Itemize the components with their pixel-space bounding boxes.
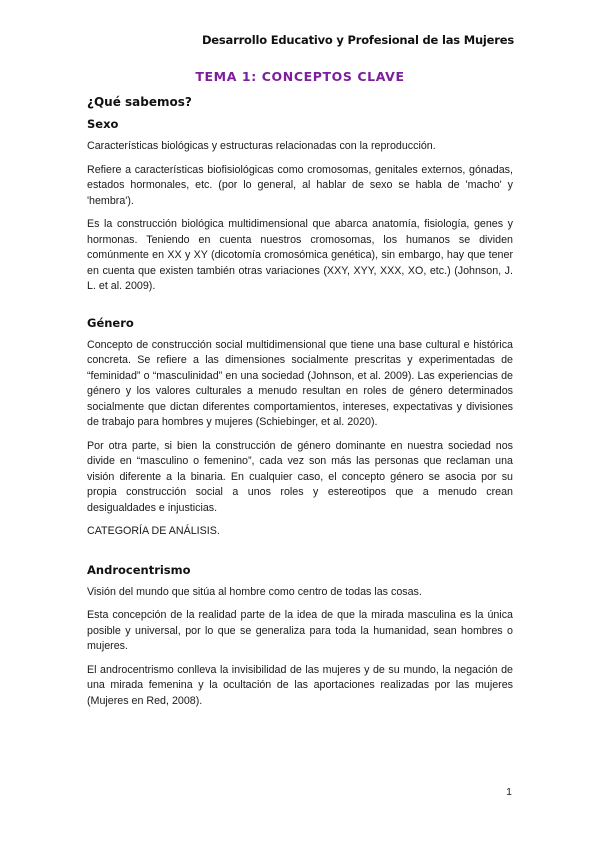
- subsection-heading: Sexo: [87, 117, 119, 131]
- subsection-heading: Género: [87, 315, 134, 330]
- section-heading: ¿Qué sabemos?: [87, 95, 192, 109]
- paragraph: Por otra parte, si bien la construcción de género dominante en nuestra sociedad nos divide en “masculino o femenino”, cada vez son más las personas que reclaman una visión diferente a la binaria. En cualquier caso, el concepto género se asocia por su propia construcción social a unos roles y estereotipos que a menudo crean desigualdades e injusticias.: [87, 439, 513, 514]
- section-androcentrismo: [87, 562, 513, 710]
- subsection-heading: Androcentrismo: [87, 562, 191, 577]
- paragraph: Características biológicas y estructuras relacionadas con la reproducción.: [87, 140, 436, 152]
- section-sexo: [87, 116, 513, 295]
- paragraph: Concepto de construcción social multidimensional que tiene una base cultural e histórica concreta. Se refiere a las dimensiones socialmente prescritas y experimentadas de “feminidad” o “masculinidad” en una sociedad (Johnson, et al. 2009). Las experiencias de género y los valores culturales a menudo resultan en roles de género determinados socialmente que dictan diferentes comportamientos, intereses, expectativas y divisiones de trabajo para hombres y mujeres (Schiebinger, et al. 2020).: [87, 338, 513, 428]
- paragraph: Esta concepción de la realidad parte de la idea de que la mirada masculina es la única posible y universal, por lo que se generaliza para toda la humanidad, sean hombres o mujeres.: [87, 609, 513, 652]
- paragraph: Es la construcción biológica multidimensional que abarca anatomía, fisiología, genes y hormonas. Teniendo en cuenta nuestros cromosomas, los humanos se dividen comúnmente en XX y XY (dicotomía cromosómica genética), sin embargo, hay que tener en cuenta que existen también otras variaciones (XXY, XYY, XXX, XO, etc.) (Johnson, J. L. et al. 2009).: [87, 218, 513, 292]
- section-genero: [87, 315, 513, 540]
- spacer: [87, 303, 513, 315]
- document-body: [87, 94, 513, 717]
- page-number: 1: [506, 786, 512, 798]
- page-title: TEMA 1: CONCEPTOS CLAVE: [195, 69, 405, 84]
- paragraph: Visión del mundo que sitúa al hombre como centro de todas las cosas.: [87, 585, 422, 598]
- spacer: [87, 548, 513, 562]
- paragraph: Refiere a características biofisiológicas como cromosomas, genitales externos, gónadas, estados hormonales, etc. (por lo general, al hablar de sexo se habla de 'macho' y 'hembra').: [87, 163, 513, 207]
- paragraph: El androcentrismo conlleva la invisibilidad de las mujeres y de su mundo, la negación de una mirada femenina y la ocultación de las aportaciones realizadas por las mujeres (Mujeres en Red, 2008).: [87, 663, 513, 707]
- running-header: Desarrollo Educativo y Profesional de las Mujeres: [201, 33, 514, 47]
- paragraph: CATEGORÍA DE ANÁLISIS.: [87, 525, 220, 537]
